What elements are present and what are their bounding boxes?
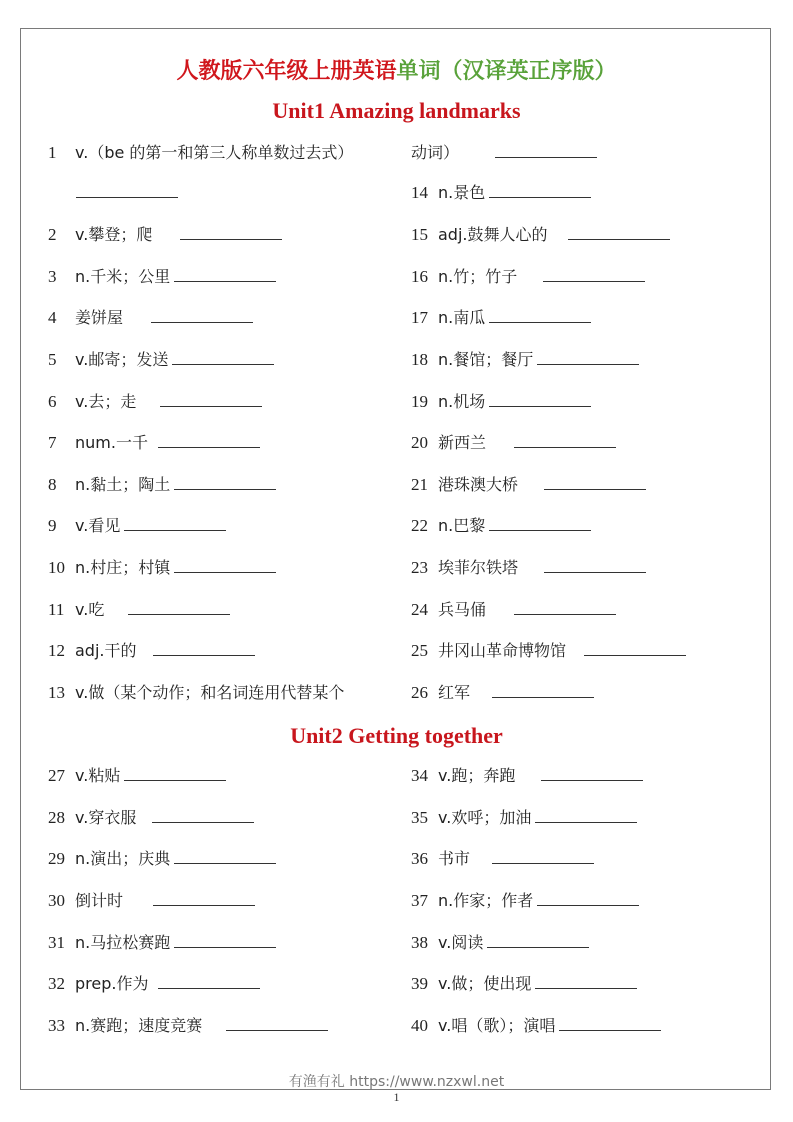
vocab-item: 20 新西兰 (411, 433, 616, 453)
answer-blank[interactable] (489, 516, 591, 531)
answer-blank[interactable] (174, 267, 276, 282)
answer-blank[interactable] (537, 350, 639, 365)
vocab-item: 25 井冈山革命博物馆 (411, 641, 686, 661)
vocab-item: 31 n.马拉松赛跑 (48, 933, 276, 953)
vocab-item: 4 姜饼屋 (48, 308, 253, 328)
vocab-item: 26 红军 (411, 683, 594, 703)
vocab-item: 23 埃菲尔铁塔 (411, 558, 646, 578)
title-part-2: 单词（汉译英正序版） (396, 59, 617, 84)
vocab-item: 3 n.千米；公里 (48, 267, 276, 287)
answer-blank[interactable] (544, 558, 646, 573)
answer-blank[interactable] (537, 891, 639, 906)
vocab-item: 6 v.去；走 (48, 392, 262, 412)
answer-blank[interactable] (543, 267, 645, 282)
vocab-item: 32 prep.作为 (48, 974, 260, 994)
vocab-item: 38 v.阅读 (411, 933, 589, 953)
answer-blank[interactable] (153, 641, 255, 656)
unit2-heading: Unit2 Getting together (290, 723, 503, 748)
answer-blank[interactable] (544, 475, 646, 490)
answer-blank[interactable] (584, 641, 686, 656)
answer-blank[interactable] (128, 600, 230, 615)
answer-blank[interactable] (514, 600, 616, 615)
vocab-item-continued: 动词） (411, 143, 597, 163)
answer-blank[interactable] (541, 766, 643, 781)
vocab-item: 36 书市 (411, 849, 594, 869)
answer-blank[interactable] (489, 308, 591, 323)
vocab-item: 1 v.（be 的第一和第三人称单数过去式） (48, 143, 354, 162)
vocab-item (72, 183, 178, 203)
vocab-item: 30 倒计时 (48, 891, 255, 911)
answer-blank[interactable] (535, 974, 637, 989)
answer-blank[interactable] (158, 974, 260, 989)
answer-blank[interactable] (160, 392, 262, 407)
answer-blank[interactable] (495, 143, 597, 158)
title-part-1: 人教版六年级上册英语 (176, 59, 397, 84)
answer-blank[interactable] (487, 933, 589, 948)
answer-blank[interactable] (568, 225, 670, 240)
vocab-item: 14 n.景色 (411, 183, 591, 203)
vocab-item: 29 n.演出；庆典 (48, 849, 276, 869)
vocab-item: 33 n.赛跑；速度竞赛 (48, 1016, 328, 1036)
vocab-item: 7 num.一千 (48, 433, 260, 453)
answer-blank[interactable] (151, 308, 253, 323)
answer-blank[interactable] (174, 558, 276, 573)
vocab-item: 17 n.南瓜 (411, 308, 591, 328)
answer-blank[interactable] (535, 808, 637, 823)
vocab-item: 39 v.做；使出现 (411, 974, 637, 994)
answer-blank[interactable] (226, 1016, 328, 1031)
vocab-item: 11 v.吃 (48, 600, 230, 620)
page-number: 1 (393, 1090, 400, 1104)
vocab-item: 27 v.粘贴 (48, 766, 226, 786)
vocab-item: 40 v.唱（歌）；演唱 (411, 1016, 661, 1036)
vocab-item: 15 adj.鼓舞人心的 (411, 225, 670, 245)
answer-blank[interactable] (174, 933, 276, 948)
page-title (0, 54, 793, 85)
answer-blank[interactable] (489, 392, 591, 407)
vocab-item: 8 n.黏土；陶土 (48, 475, 276, 495)
unit1-heading: Unit1 Amazing landmarks (272, 98, 521, 123)
answer-blank[interactable] (492, 683, 594, 698)
answer-blank[interactable] (152, 808, 254, 823)
answer-blank[interactable] (492, 849, 594, 864)
footer-watermark: 有渔有礼 https://www.nzxwl.net (288, 1074, 505, 1090)
vocab-item: 34 v.跑；奔跑 (411, 766, 643, 786)
vocab-item: 18 n.餐馆；餐厅 (411, 350, 639, 370)
vocab-item: 28 v.穿衣服 (48, 808, 254, 828)
answer-blank[interactable] (559, 1016, 661, 1031)
answer-blank[interactable] (514, 433, 616, 448)
vocab-item: 19 n.机场 (411, 392, 591, 412)
answer-blank[interactable] (174, 475, 276, 490)
vocab-item: 9 v.看见 (48, 516, 226, 536)
vocab-item: 5 v.邮寄；发送 (48, 350, 274, 370)
answer-blank[interactable] (174, 849, 276, 864)
answer-blank[interactable] (158, 433, 260, 448)
vocab-item: 12 adj.干的 (48, 641, 255, 661)
answer-blank[interactable] (76, 183, 178, 198)
answer-blank[interactable] (124, 766, 226, 781)
vocab-item: 2 v.攀登；爬 (48, 225, 282, 245)
vocab-item: 16 n.竹；竹子 (411, 267, 645, 287)
vocab-item: 22 n.巴黎 (411, 516, 591, 536)
vocab-item: 37 n.作家；作者 (411, 891, 639, 911)
vocab-item: 13 v.做（某个动作；和名词连用代替某个 (48, 683, 345, 702)
answer-blank[interactable] (153, 891, 255, 906)
answer-blank[interactable] (172, 350, 274, 365)
vocab-item: 35 v.欢呼；加油 (411, 808, 637, 828)
answer-blank[interactable] (489, 183, 591, 198)
vocab-item: 24 兵马俑 (411, 600, 616, 620)
answer-blank[interactable] (124, 516, 226, 531)
vocab-item: 10 n.村庄；村镇 (48, 558, 276, 578)
vocab-item: 21 港珠澳大桥 (411, 475, 646, 495)
answer-blank[interactable] (180, 225, 282, 240)
